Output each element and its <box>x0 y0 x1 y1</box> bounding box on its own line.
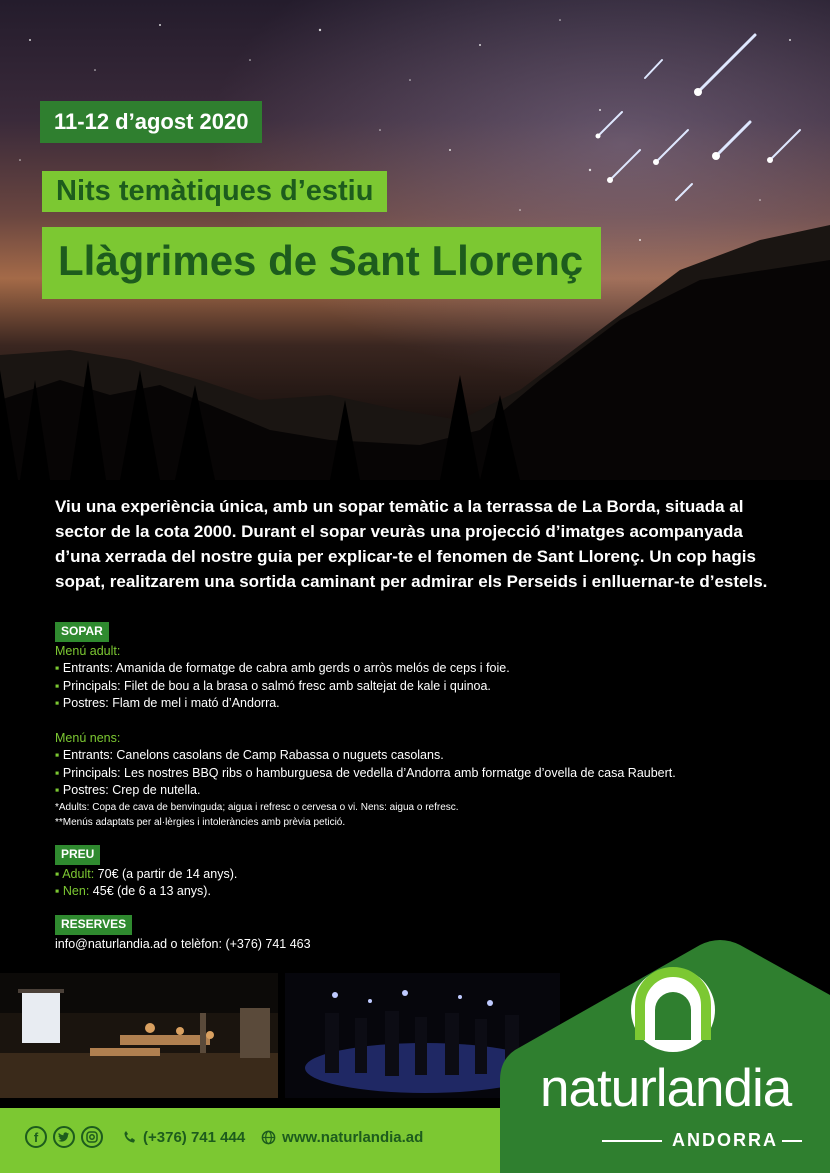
footer-phone[interactable]: (+376) 741 444 <box>143 1128 246 1146</box>
list-item: ▪ Entrants: Canelons casolans de Camp Rabassa o nuguets casolans. <box>55 748 444 762</box>
list-item: ▪ Entrants: Amanida de formatge de cabra amb gerds o arròs melós de ceps i foie. <box>55 661 510 675</box>
allergy-note: **Menús adaptats per al·lèrgies i intoleràncies amb prèvia petició. <box>55 816 346 828</box>
list-item: ▪ Principals: Filet de bou a la brasa o salmó fresc amb saltejat de kale i quinoa. <box>55 678 491 693</box>
intro-paragraph: Viu una experiència única, amb un sopar temàtic a la terrassa de La Borda, situada al sector de la cota 2000. Durant el sopar veuràs una projecció d’imatges acompanyada d’una xerrada del nostre guia per explicar-te el fenomen de Sant Llorenç. Un cop hagis sopat, realitzarem una sortida caminant per admirar els Perseids i enlluernar-te d’estels. <box>55 497 768 591</box>
list-item: ▪ Postres: Flam de mel i mató d’Andorra. <box>55 696 280 710</box>
preu-tag: PREU <box>55 845 100 865</box>
facebook-icon[interactable]: f <box>25 1126 47 1148</box>
list-item: ▪ Adult: 70€ (a partir de 14 anys). <box>55 866 238 881</box>
divider <box>602 1140 662 1142</box>
event-title: Llàgrimes de Sant Llorenç <box>42 227 601 299</box>
list-item: ▪ Nen: 45€ (de 6 a 13 anys). <box>55 884 211 898</box>
kids-menu-heading: Menú nens: <box>55 730 121 745</box>
brand-subtitle: ANDORRA <box>672 1130 778 1150</box>
drinks-note: *Adults: Copa de cava de benvinguda; aigua i refresc o cervesa o vi. Nens: aigua o refresc. <box>55 801 459 813</box>
list-item: ▪ Postres: Crep de nutella. <box>55 783 201 797</box>
sopar-tag: SOPAR <box>55 622 109 642</box>
divider <box>782 1140 802 1142</box>
list-item: ▪ Principals: Les nostres BBQ ribs o hamburguesa de vedella d’Andorra amb formatge d’ovella de casa Raubert. <box>55 765 676 780</box>
event-date-badge: 11-12 d’agost 2020 <box>40 101 262 143</box>
event-subtitle: Nits temàtiques d’estiu <box>42 171 387 212</box>
brand-wordmark: naturlandia <box>540 1059 792 1118</box>
adult-menu-heading: Menú adult: <box>55 643 121 658</box>
footer-website[interactable]: www.naturlandia.ad <box>282 1128 424 1146</box>
reserves-tag: RESERVES <box>55 915 132 935</box>
reserves-contact: info@naturlandia.ad o telèfon: (+376) 741 463 <box>55 936 311 951</box>
